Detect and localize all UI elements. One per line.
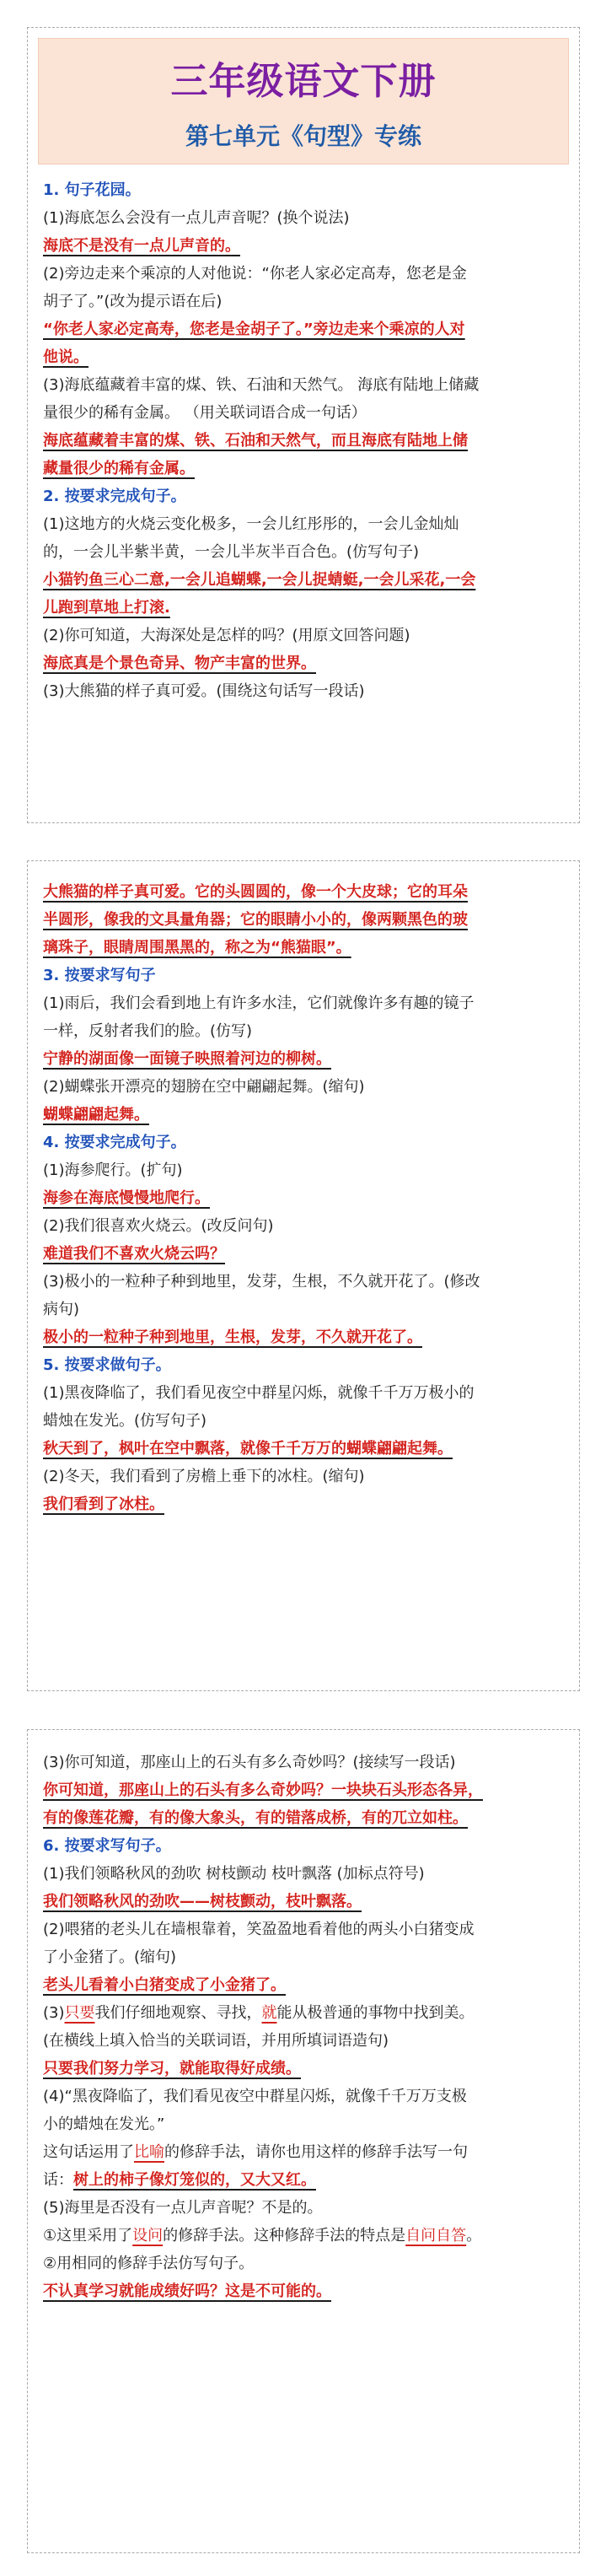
answer: 秋天到了，枫叶在空中飘落，就像千千万万的蝴蝶翩翩起舞。 (43, 1440, 453, 1458)
section-heading: 2. 按要求完成句子。 (43, 488, 186, 505)
answer: 小猫钓鱼三心二意,一会儿追蝴蝶,一会儿捉蜻蜓,一会儿采花,一会 (43, 571, 476, 589)
question: 蜡烛在发光。(仿写句子) (43, 1412, 207, 1430)
question: 小的蜡烛在发光。” (43, 2115, 165, 2133)
question (43, 2222, 562, 2250)
question: (5)海里是否没有一点儿声音呢？不是的。 (43, 2199, 323, 2217)
answer: 他说。 (43, 348, 88, 366)
section-heading: 5. 按要求做句子。 (43, 1356, 171, 1374)
answer: 老头儿看着小白猪变成了小金猪了。 (43, 1976, 286, 1994)
question: (3)大熊猫的样子真可爱。(围绕这句话写一段话) (43, 682, 365, 700)
answer: 藏量很少的稀有金属。 (43, 460, 195, 477)
worksheet-content-2 (28, 861, 579, 1518)
question-text: (3) (43, 2004, 65, 2022)
question: (1)这地方的火烧云变化极多，一会儿红彤彤的，一会儿金灿灿 (43, 515, 459, 533)
answer: 只要我们努力学习，就能取得好成绩。 (43, 2060, 301, 2078)
question: (2)蝴蝶张开漂亮的翅膀在空中翩翩起舞。(缩句) (43, 1078, 365, 1096)
question: (1)我们领略秋风的劲吹 树枝颤动 枝叶飘落 (加标点符号) (43, 1865, 425, 1883)
question: (在横线上填入恰当的关联词语，并用所填词语造句) (43, 2032, 389, 2050)
question: (1)海参爬行。(扩句) (43, 1161, 183, 1179)
answer: “你老人家必定高寿，您老是金胡子了。”旁边走来个乘凉的人对 (43, 321, 465, 338)
answer: 海底真是个景色奇异、物产丰富的世界。 (43, 655, 316, 672)
section-heading: 3. 按要求写句子 (43, 967, 156, 984)
answer: 大熊猫的样子真可爱。它的头圆圆的，像一个大皮球；它的耳朵 (43, 883, 468, 901)
answer: 难道我们不喜欢火烧云吗？ (43, 1245, 225, 1263)
section-heading: 4. 按要求完成句子。 (43, 1134, 186, 1151)
answer: 海底蕴藏着丰富的煤、铁、石油和天然气，而且海底有陆地上储 (43, 432, 468, 450)
question: (2)冬天，我们看到了房檐上垂下的冰柱。(缩句) (43, 1468, 365, 1485)
question: (1)海底怎么会没有一点儿声音呢？(换个说法) (43, 209, 350, 227)
answer: 海参在海底慢慢地爬行。 (43, 1189, 210, 1207)
worksheet-content-1 (28, 164, 579, 705)
answer: 我们领略秋风的劲吹——树枝颤动，枝叶飘落。 (43, 1893, 362, 1910)
question (43, 2166, 562, 2194)
answer: 儿跑到草地上打滚. (43, 599, 170, 617)
question: (3)海底蕴藏着丰富的煤、铁、石油和天然气。 海底有陆地上储藏 (43, 376, 480, 394)
answer: 我们看到了冰柱。 (43, 1495, 164, 1513)
section-heading: 6. 按要求写句子。 (43, 1837, 171, 1855)
question: (2)我们很喜欢火烧云。(改反问句) (43, 1217, 274, 1235)
filled-blank: 就 (261, 2004, 277, 2022)
question: 了小金猪了。(缩句) (43, 1948, 177, 1966)
answer: 蝴蝶翩翩起舞。 (43, 1106, 149, 1124)
page-title: 三年级语文下册 (170, 60, 437, 103)
filled-blank: 只要 (64, 2004, 95, 2022)
page-card-3 (27, 1729, 580, 2553)
page-subtitle: 第七单元《句型》专练 (185, 122, 421, 150)
title-banner (38, 38, 569, 164)
question: (1)黑夜降临了，我们看见夜空中群星闪烁，就像千千万万极小的 (43, 1384, 475, 1402)
question: (3)极小的一粒种子种到地里，发芽，生根，不久就开花了。(修改 (43, 1273, 480, 1291)
question-text: 我们仔细地观察、寻找， (94, 2004, 262, 2022)
answer: 半圆形，像我的文具量角器；它的眼睛小小的，像两颗黑色的玻 (43, 911, 468, 929)
page-card-1 (27, 27, 580, 823)
question-text: 能从极普通的事物中找到美。 (276, 2004, 475, 2022)
filled-blank: 自问自答 (405, 2227, 467, 2245)
answer: 有的像莲花瓣，有的像大象头，有的错落成桥，有的兀立如柱。 (43, 1809, 468, 1827)
question-text: ①这里采用了 (43, 2227, 133, 2245)
question-text: 的修辞手法。这种修辞手法的特点是 (163, 2227, 406, 2245)
question: (2)喂猪的老头儿在墙根靠着，笑盈盈地看着他的两头小白猪变成 (43, 1921, 475, 1938)
question: (4)“黑夜降临了，我们看见夜空中群星闪烁，就像千千万万支极 (43, 2088, 467, 2105)
section-heading: 1. 句子花园。 (43, 181, 141, 199)
answer: 不认真学习就能成绩好吗？这是不可能的。 (43, 2282, 331, 2300)
question: 病句) (43, 1301, 80, 1318)
worksheet-content-3 (28, 1730, 579, 2305)
question-text: 话： (43, 2171, 73, 2189)
question: (2)旁边走来个乘凉的人对他说：“你老人家必定高寿，您老是金 (43, 265, 467, 283)
filled-blank: 设问 (132, 2227, 164, 2245)
question (43, 1999, 562, 2027)
answer: 宁静的湖面像一面镜子映照着河边的柳树。 (43, 1050, 331, 1068)
question: 一样，反射者我们的脸。(仿写) (43, 1022, 253, 1040)
question-text: 的修辞手法，请你也用这样的修辞手法写一句 (164, 2143, 468, 2161)
question-text: 。 (466, 2227, 482, 2245)
answer: 海底不是没有一点儿声音的。 (43, 237, 240, 255)
answer: 极小的一粒种子种到地里，生根，发芽，不久就开花了。 (43, 1328, 422, 1346)
question-text: 这句话运用了 (43, 2143, 134, 2161)
answer: 树上的柿子像灯笼似的，又大又红。 (73, 2171, 316, 2189)
question: (1)雨后，我们会看到地上有许多水洼，它们就像许多有趣的镜子 (43, 994, 475, 1012)
answer: 你可知道，那座山上的石头有多么奇妙吗？一块块石头形态各异， (43, 1781, 483, 1799)
question: 的，一会儿半紫半黄，一会儿半灰半百合色。(仿写句子) (43, 543, 420, 561)
question: (3)你可知道，那座山上的石头有多么奇妙吗？(接续写一段话) (43, 1754, 456, 1771)
filled-blank: 比喻 (134, 2143, 164, 2161)
question: ②用相同的修辞手法仿写句子。 (43, 2255, 255, 2272)
question: (2)你可知道，大海深处是怎样的吗？(用原文回答问题) (43, 627, 410, 644)
question (43, 2138, 562, 2166)
answer: 璃珠子，眼睛周围黑黑的，称之为“熊猫眼”。 (43, 939, 351, 957)
page-card-2 (27, 860, 580, 1691)
question: 量很少的稀有金属。 （用关联词语合成一句话） (43, 404, 367, 422)
question: 胡子了。”(改为提示语在后) (43, 293, 223, 310)
